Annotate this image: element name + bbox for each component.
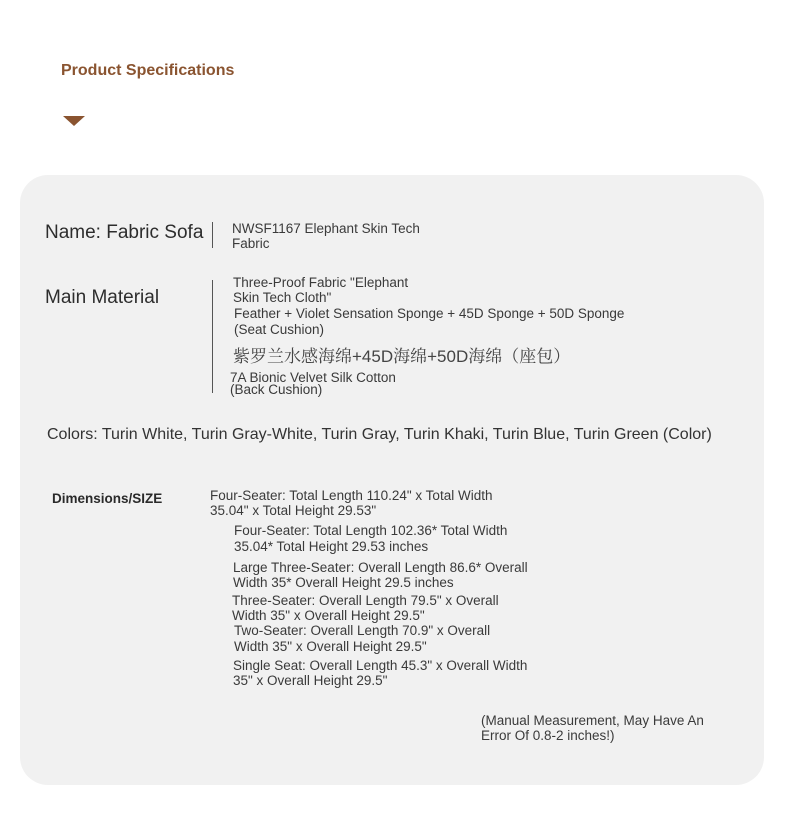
dim-line-5: Large Three-Seater: Overall Length 86.6* Overall — [233, 560, 528, 575]
measurement-note-1: (Manual Measurement, May Have An — [481, 713, 704, 728]
material-line-6: 7A Bionic Velvet Silk Cotton — [230, 370, 396, 385]
material-label: Main Material — [45, 287, 160, 308]
dim-line-8: Width 35" x Overall Height 29.5" — [232, 608, 425, 623]
dim-line-12: 35" x Overall Height 29.5" — [233, 673, 388, 688]
material-divider — [212, 280, 213, 393]
dim-line-4: 35.04* Total Height 29.53 inches — [234, 539, 429, 554]
dim-line-7: Three-Seater: Overall Length 79.5" x Overall — [232, 593, 499, 608]
material-line-3: Feather + Violet Sensation Sponge + 45D Sponge + 50D Sponge — [234, 306, 625, 321]
material-line-1: Three-Proof Fabric "Elephant — [233, 275, 409, 290]
material-line-4: (Seat Cushion) — [234, 322, 325, 337]
name-label: Name: Fabric Sofa — [45, 222, 204, 243]
dim-line-11: Single Seat: Overall Length 45.3" x Overall Width — [233, 658, 528, 673]
material-line-cn: 紫罗兰水感海绵+45D海绵+50D海绵（座包） — [233, 347, 571, 366]
dim-line-10: Width 35" x Overall Height 29.5" — [234, 639, 427, 654]
name-value-line-2: Fabric — [232, 236, 270, 251]
section-heading: Product Specifications — [61, 62, 235, 79]
material-line-7: (Back Cushion) — [230, 382, 323, 397]
dim-line-9: Two-Seater: Overall Length 70.9" x Overall — [234, 623, 491, 638]
measurement-note-2: Error Of 0.8-2 inches!) — [481, 728, 615, 743]
dim-line-6: Width 35* Overall Height 29.5 inches — [233, 575, 454, 590]
dim-line-1: Four-Seater: Total Length 110.24" x Total Width — [210, 488, 493, 503]
dim-line-2: 35.04" x Total Height 29.53" — [210, 503, 377, 518]
triangle-down-icon — [63, 116, 85, 126]
spec-card — [20, 175, 764, 785]
material-line-2: Skin Tech Cloth" — [233, 290, 332, 305]
name-divider — [212, 222, 213, 248]
dim-line-3: Four-Seater: Total Length 102.36* Total Width — [234, 523, 508, 538]
dimensions-label: Dimensions/SIZE — [52, 491, 163, 506]
colors-line: Colors: Turin White, Turin Gray-White, Turin Gray, Turin Khaki, Turin Blue, Turin Green (Color) — [47, 426, 712, 443]
name-value-line-1: NWSF1167 Elephant Skin Tech — [232, 221, 420, 236]
